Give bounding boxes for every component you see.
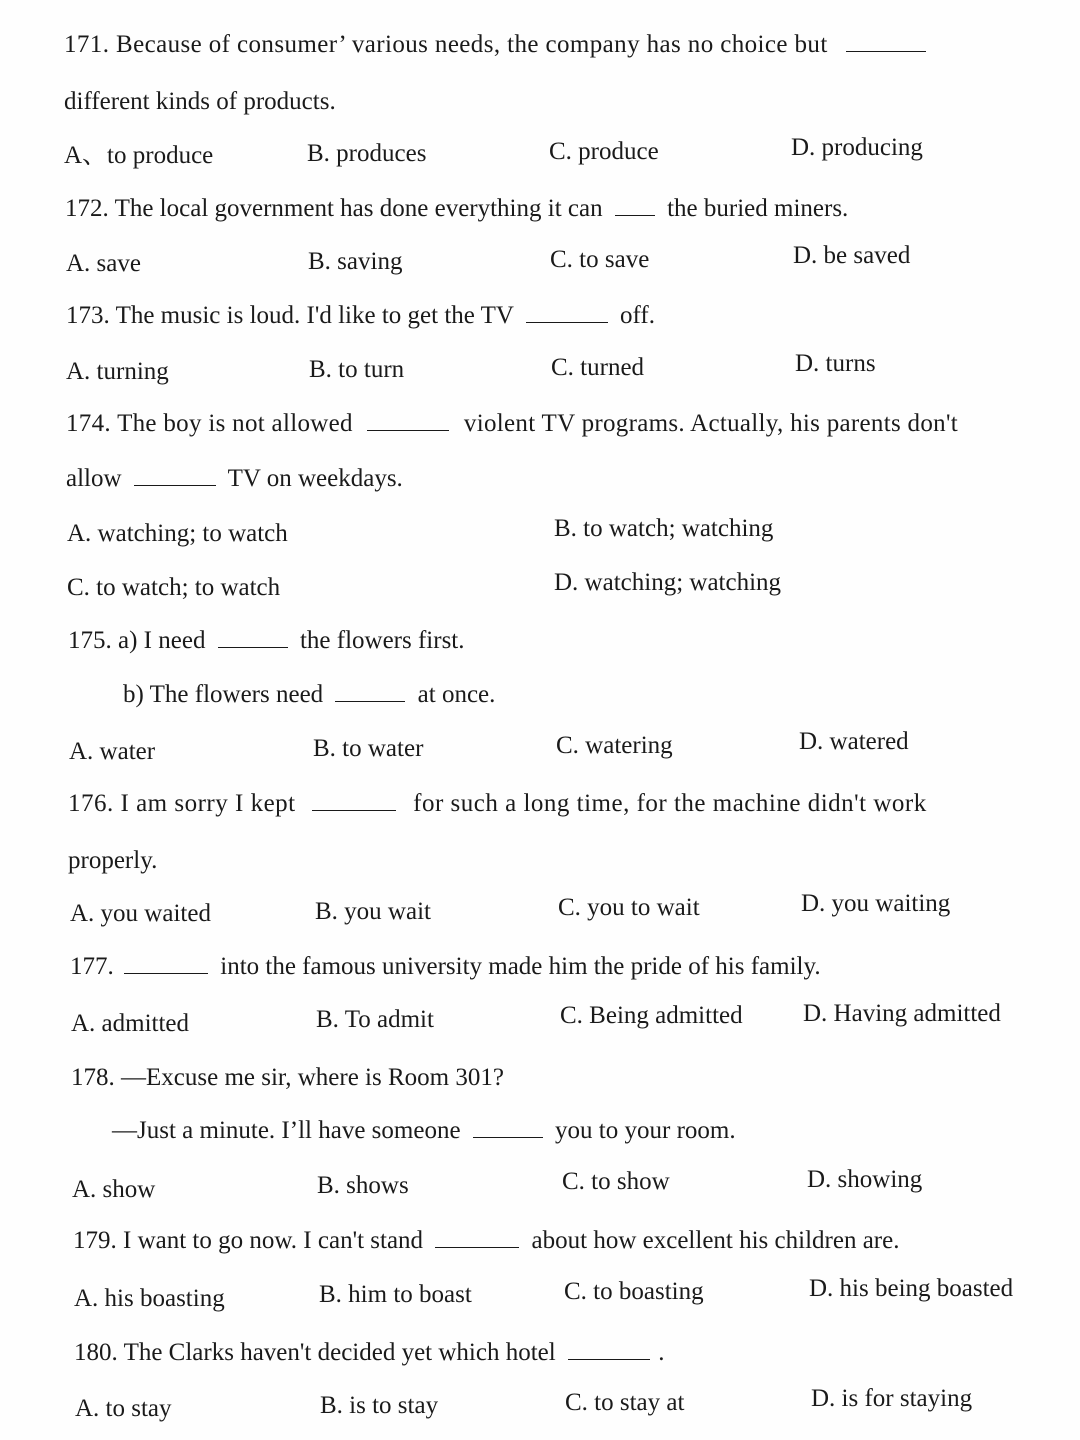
option-b: B. produces: [307, 140, 427, 167]
question-177-stem: [70, 952, 821, 982]
option-d: D. watching; watching: [554, 569, 782, 596]
option-c: C. to boasting: [564, 1278, 704, 1305]
question-176-stem-continued: [68, 846, 157, 876]
question-number: 177.: [70, 953, 114, 980]
question-text: violent TV programs. Actually, his parents don't: [463, 410, 958, 437]
question-text: .: [658, 1339, 665, 1366]
answer-blank: [335, 681, 405, 702]
option-a: A. you waited: [70, 900, 211, 927]
option-b: B. to watch; watching: [554, 515, 774, 542]
option-d: D. his being boasted: [809, 1275, 1014, 1302]
option-b: B. shows: [317, 1172, 409, 1199]
option-d: D. be saved: [793, 242, 911, 269]
option-c: C. you to wait: [558, 894, 700, 921]
question-text: for such a long time, for the machine didn't work: [413, 790, 927, 817]
question-180-stem: [74, 1338, 664, 1368]
option-c: C. produce: [549, 138, 659, 165]
option-b: B. To admit: [316, 1006, 434, 1033]
question-number: 179.: [73, 1227, 117, 1254]
question-text: —Excuse me sir, where is Room 301?: [121, 1064, 504, 1091]
question-178-line-1: [71, 1063, 504, 1093]
answer-blank: [312, 790, 396, 811]
question-174-stem-continued: [66, 464, 403, 494]
option-d: D. you waiting: [801, 890, 951, 917]
question-text: a) I need: [118, 627, 206, 654]
question-number: 171.: [64, 31, 110, 58]
option-a: A. to stay: [75, 1395, 172, 1422]
option-b: B. saving: [308, 248, 403, 275]
question-text: The local government has done everything it can: [114, 195, 603, 222]
option-c: C. Being admitted: [560, 1002, 743, 1029]
question-text: allow: [66, 465, 122, 492]
question-171-stem: [64, 30, 926, 60]
option-a: A. watching; to watch: [67, 520, 288, 547]
option-c: C. to stay at: [565, 1389, 685, 1416]
option-d: D. showing: [807, 1166, 923, 1193]
option-a: A. show: [72, 1176, 156, 1203]
option-d: D. turns: [795, 350, 876, 377]
question-text: I am sorry I kept: [120, 790, 296, 817]
question-text: I want to go now. I can't stand: [123, 1227, 424, 1254]
option-a: A. turning: [66, 358, 169, 385]
question-text: The Clarks haven't decided yet which hotel: [123, 1339, 556, 1366]
option-c: C. watering: [556, 732, 673, 759]
question-174-stem: [66, 409, 958, 439]
question-text: different kinds of products.: [64, 88, 336, 115]
question-176-stem: [68, 789, 927, 819]
question-number: 174.: [66, 410, 111, 437]
question-number: 176.: [68, 790, 114, 817]
question-text: The boy is not allowed: [117, 410, 353, 437]
question-text: b) The flowers need: [123, 681, 324, 708]
question-number: 173.: [66, 302, 110, 329]
question-175-part-b: [123, 680, 495, 710]
option-d: D. Having admitted: [803, 1000, 1001, 1027]
option-c: C. to save: [550, 246, 650, 273]
question-text: off.: [620, 302, 655, 329]
question-text: TV on weekdays.: [227, 465, 403, 492]
question-178-line-2: [112, 1116, 736, 1146]
question-text: into the famous university made him the pride of his family.: [220, 953, 821, 980]
question-number: 175.: [68, 627, 112, 654]
question-text: the buried miners.: [667, 195, 849, 222]
answer-blank: [134, 465, 216, 486]
option-b: B. you wait: [315, 898, 431, 925]
option-c: C. turned: [551, 354, 645, 381]
question-text: you to your room.: [555, 1117, 736, 1144]
option-d: D. producing: [791, 134, 923, 161]
option-a: A. admitted: [71, 1010, 190, 1037]
option-d: D. is for staying: [811, 1385, 973, 1412]
option-a: A. his boasting: [74, 1285, 225, 1312]
question-text: The music is loud. I'd like to get the TV: [115, 302, 514, 329]
option-c: C. to show: [562, 1168, 670, 1195]
answer-blank: [124, 953, 208, 974]
question-179-stem: [73, 1226, 899, 1256]
question-text: —Just a minute. I’ll have someone: [112, 1117, 461, 1144]
answer-blank: [435, 1227, 519, 1248]
question-text: at once.: [417, 681, 496, 708]
question-172-stem: [65, 194, 848, 224]
question-number: 178.: [71, 1064, 115, 1091]
answer-blank: [568, 1339, 650, 1360]
question-text: about how excellent his children are.: [531, 1227, 900, 1254]
option-a: A、to produce: [64, 142, 214, 169]
answer-blank: [526, 302, 608, 323]
question-175-part-a: [68, 626, 465, 656]
option-b: B. to turn: [309, 356, 405, 383]
option-a: A. water: [69, 738, 156, 765]
option-a: A. save: [66, 250, 141, 277]
option-b: B. him to boast: [319, 1281, 472, 1308]
question-171-stem-continued: [64, 87, 336, 117]
question-text: the flowers first.: [299, 627, 465, 654]
option-b: B. to water: [313, 735, 424, 762]
answer-blank: [218, 627, 288, 648]
question-number: 180.: [74, 1339, 118, 1366]
question-number: 172.: [65, 195, 109, 222]
question-text: properly.: [68, 847, 158, 874]
question-173-stem: [66, 301, 655, 331]
option-b: B. is to stay: [320, 1392, 439, 1419]
answer-blank: [473, 1117, 543, 1138]
option-d: D. watered: [799, 728, 909, 755]
question-text: Because of consumer’ various needs, the company has no choice but: [116, 31, 828, 58]
answer-blank: [367, 410, 449, 431]
answer-blank: [846, 31, 926, 52]
option-c: C. to watch; to watch: [67, 574, 281, 601]
answer-blank: [615, 195, 655, 216]
